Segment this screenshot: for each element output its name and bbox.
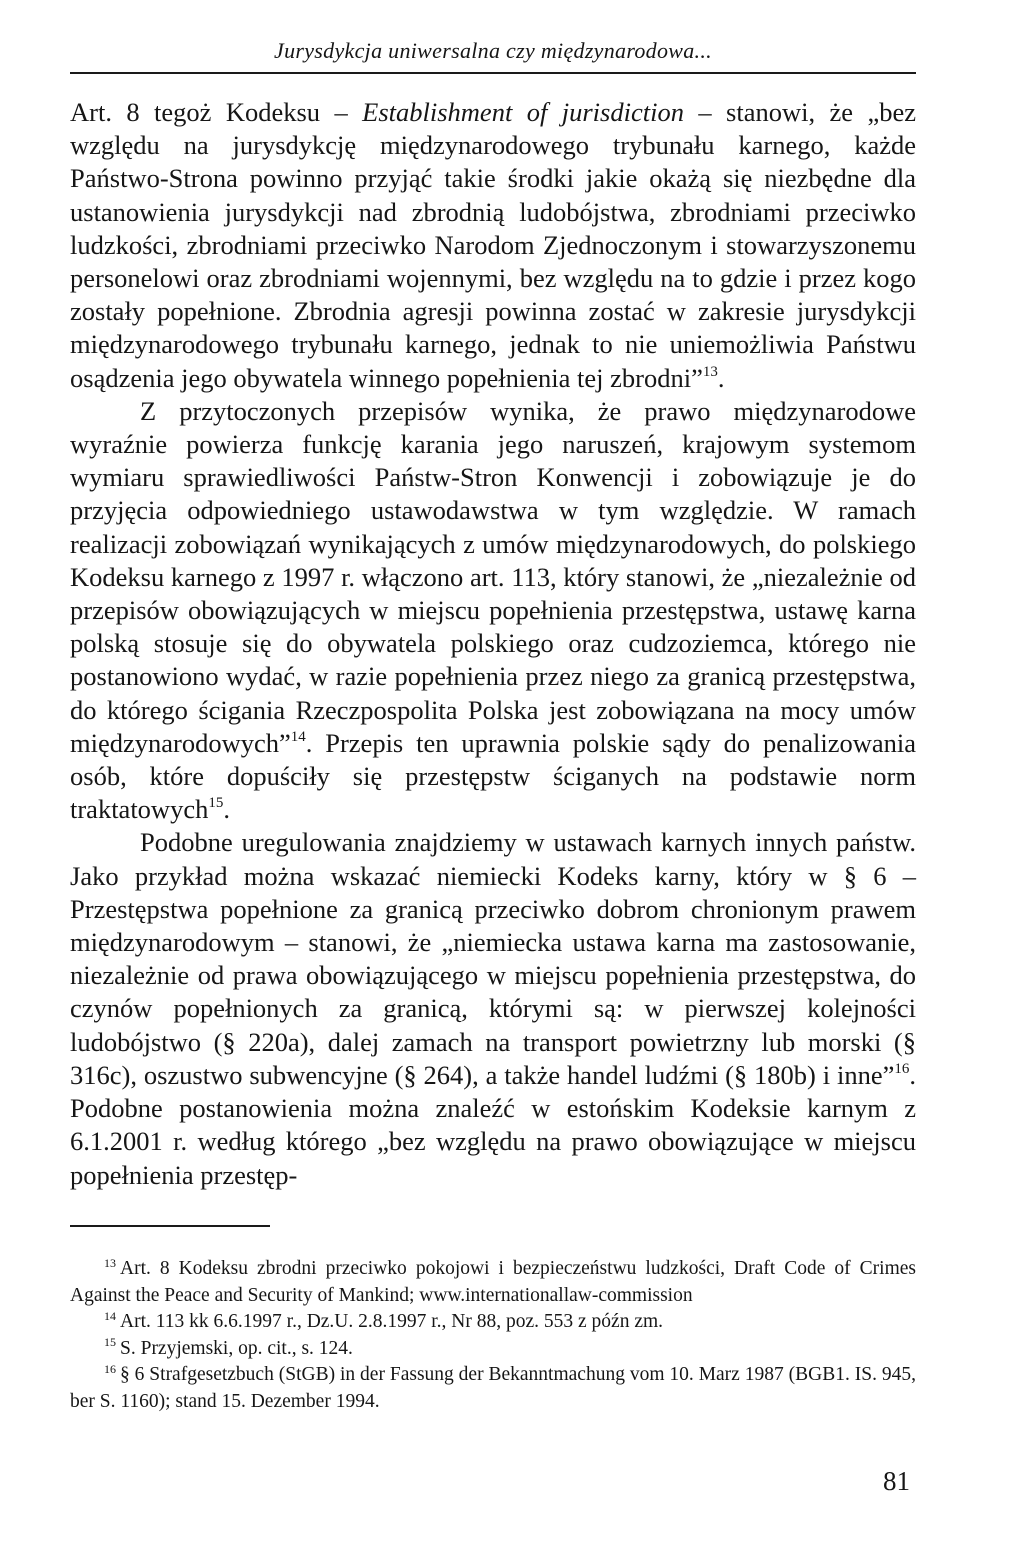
italic-term: Establishment of jurisdiction xyxy=(362,97,684,127)
body-text xyxy=(70,96,916,1192)
footnote-text: § 6 Strafgesetzbuch (StGB) in der Fassung der Bekanntmachung vom 10. Marz 1987 (BGB1. IS. 945, ber S. 1160); stand 15. Dezember 1994. xyxy=(70,1364,916,1412)
footnote-text: Art. 8 Kodeksu zbrodni przeciwko pokojowi i bezpieczeństwu ludzkości, Draft Code of Crimes Against the Peace and Security of Mankind; www.internationallaw-commission xyxy=(70,1258,916,1306)
footnote-text: S. Przyjemski, op. cit., s. 124. xyxy=(120,1337,353,1359)
text-run: Podobne uregulowania znajdziemy w ustawach karnych innych państw. Jako przykład można wskazać niemiecki Kodeks karny, który w § 6 – Przestępstwa popełnione za granicą przeciwko dobrom chronionym prawem międzynarodowym – stanowi, że „niemiecka ustawa karna ma zastosowanie, niezależnie od prawa obowiązującego w miejscu popełnienia przestępstwa, do czynów popełnionych za granicą, którymi są: w pierwszej kolejności ludobójstwo (§ 220a), dalej zamach na transport powietrzny lub morski (§ 316c), oszustwo subwencyjne (§ 264), a także handel ludźmi (§ 180b) i inne” xyxy=(70,827,916,1090)
footnote-text: Art. 113 kk 6.6.1997 r., Dz.U. 2.8.1997 r., Nr 88, poz. 553 z późn zm. xyxy=(120,1311,664,1332)
text-run: Z przytoczonych przepisów wynika, że prawo międzynarodowe wyraźnie powierza funkcję karania jego naruszeń, krajowym systemom wymiaru sprawiedliwości Państw-Stron Konwencji i zobowiązuje je do przyjęcia odpowiedniego ustawodawstwa w tym względzie. W ramach realizacji zobowiązań wynikających z umów międzynarodowych, do polskiego Kodeksu karnego z 1997 r. włączono art. 113, który stanowi, że „niezależnie od przepisów obowiązujących w miejscu popełnienia przestępstwa, ustawę karna polską stosuje się do obywatela polskiego oraz cudzoziemca, którego nie postanowiono wydać, w razie popełnienia przez niego za granicą przestępstwa, do którego ścigania Rzeczpospolita Polska jest zobowiązana na mocy umów międzynarodowych” xyxy=(70,395,916,758)
footnote-marker: 16 xyxy=(894,1060,910,1077)
running-head: Jurysdykcja uniwersalna czy międzynarodowa... xyxy=(274,38,712,63)
footnote xyxy=(70,1309,916,1336)
paragraph xyxy=(70,395,916,827)
footnote-number: 15 xyxy=(104,1335,116,1350)
footnote-marker: 15 xyxy=(208,795,224,812)
paragraph xyxy=(70,826,916,1191)
footnote-marker: 13 xyxy=(702,363,718,380)
page-number: 81 xyxy=(883,1466,910,1496)
footnote xyxy=(70,1362,916,1415)
footnote xyxy=(70,1336,916,1363)
footnote-number: 16 xyxy=(104,1361,116,1376)
text-run: Art. 8 tegoż Kodeksu – xyxy=(70,97,363,127)
text-run: . xyxy=(223,794,230,825)
footnotes xyxy=(70,1256,916,1415)
footnote-number: 13 xyxy=(104,1255,116,1270)
paragraph xyxy=(70,96,916,395)
text-run: . Podobne postanowienia można znaleźć w estońskim Kodeksie karnym z 6.1.2001 r. według którego „bez względu na prawo obowiązujące w miejscu popełnienia przestęp- xyxy=(70,1059,916,1190)
header-rule xyxy=(70,72,916,74)
footnote-rule xyxy=(70,1225,270,1227)
footnote-marker: 14 xyxy=(290,728,306,745)
text-run: – stanowi, że „bez względu na jurysdykcję międzynarodowego trybunału karnego, każde Państwo-Strona powinno przyjąć takie środki jakie okażą się niezbędne dla ustanowienia jurysdykcji nad zbrodnią ludobójstwa, zbrodniami przeciwko ludzkości, zbrodniami przeciwko Narodom Zjednoczonym i stowarzyszonemu personelowi oraz zbrodniami wojennymi, bez względu na to gdzie i przez kogo zostały popełnione. Zbrodnia agresji powinna zostać w zakresie jurysdykcji międzynarodowego trybunału karnego, jednak to nie uniemożliwia Państwu osądzenia jego obywatela winnego popełnienia tej zbrodni” xyxy=(70,97,916,393)
text-run: . xyxy=(717,362,725,393)
footnote xyxy=(70,1256,916,1309)
document-page xyxy=(70,0,916,1546)
footnote-number: 14 xyxy=(104,1308,116,1323)
text-run: . Przepis ten uprawnia polskie sądy do penalizowania osób, które dopuściły się przestępstw ściganych na podstawie norm traktatowych xyxy=(70,727,916,825)
